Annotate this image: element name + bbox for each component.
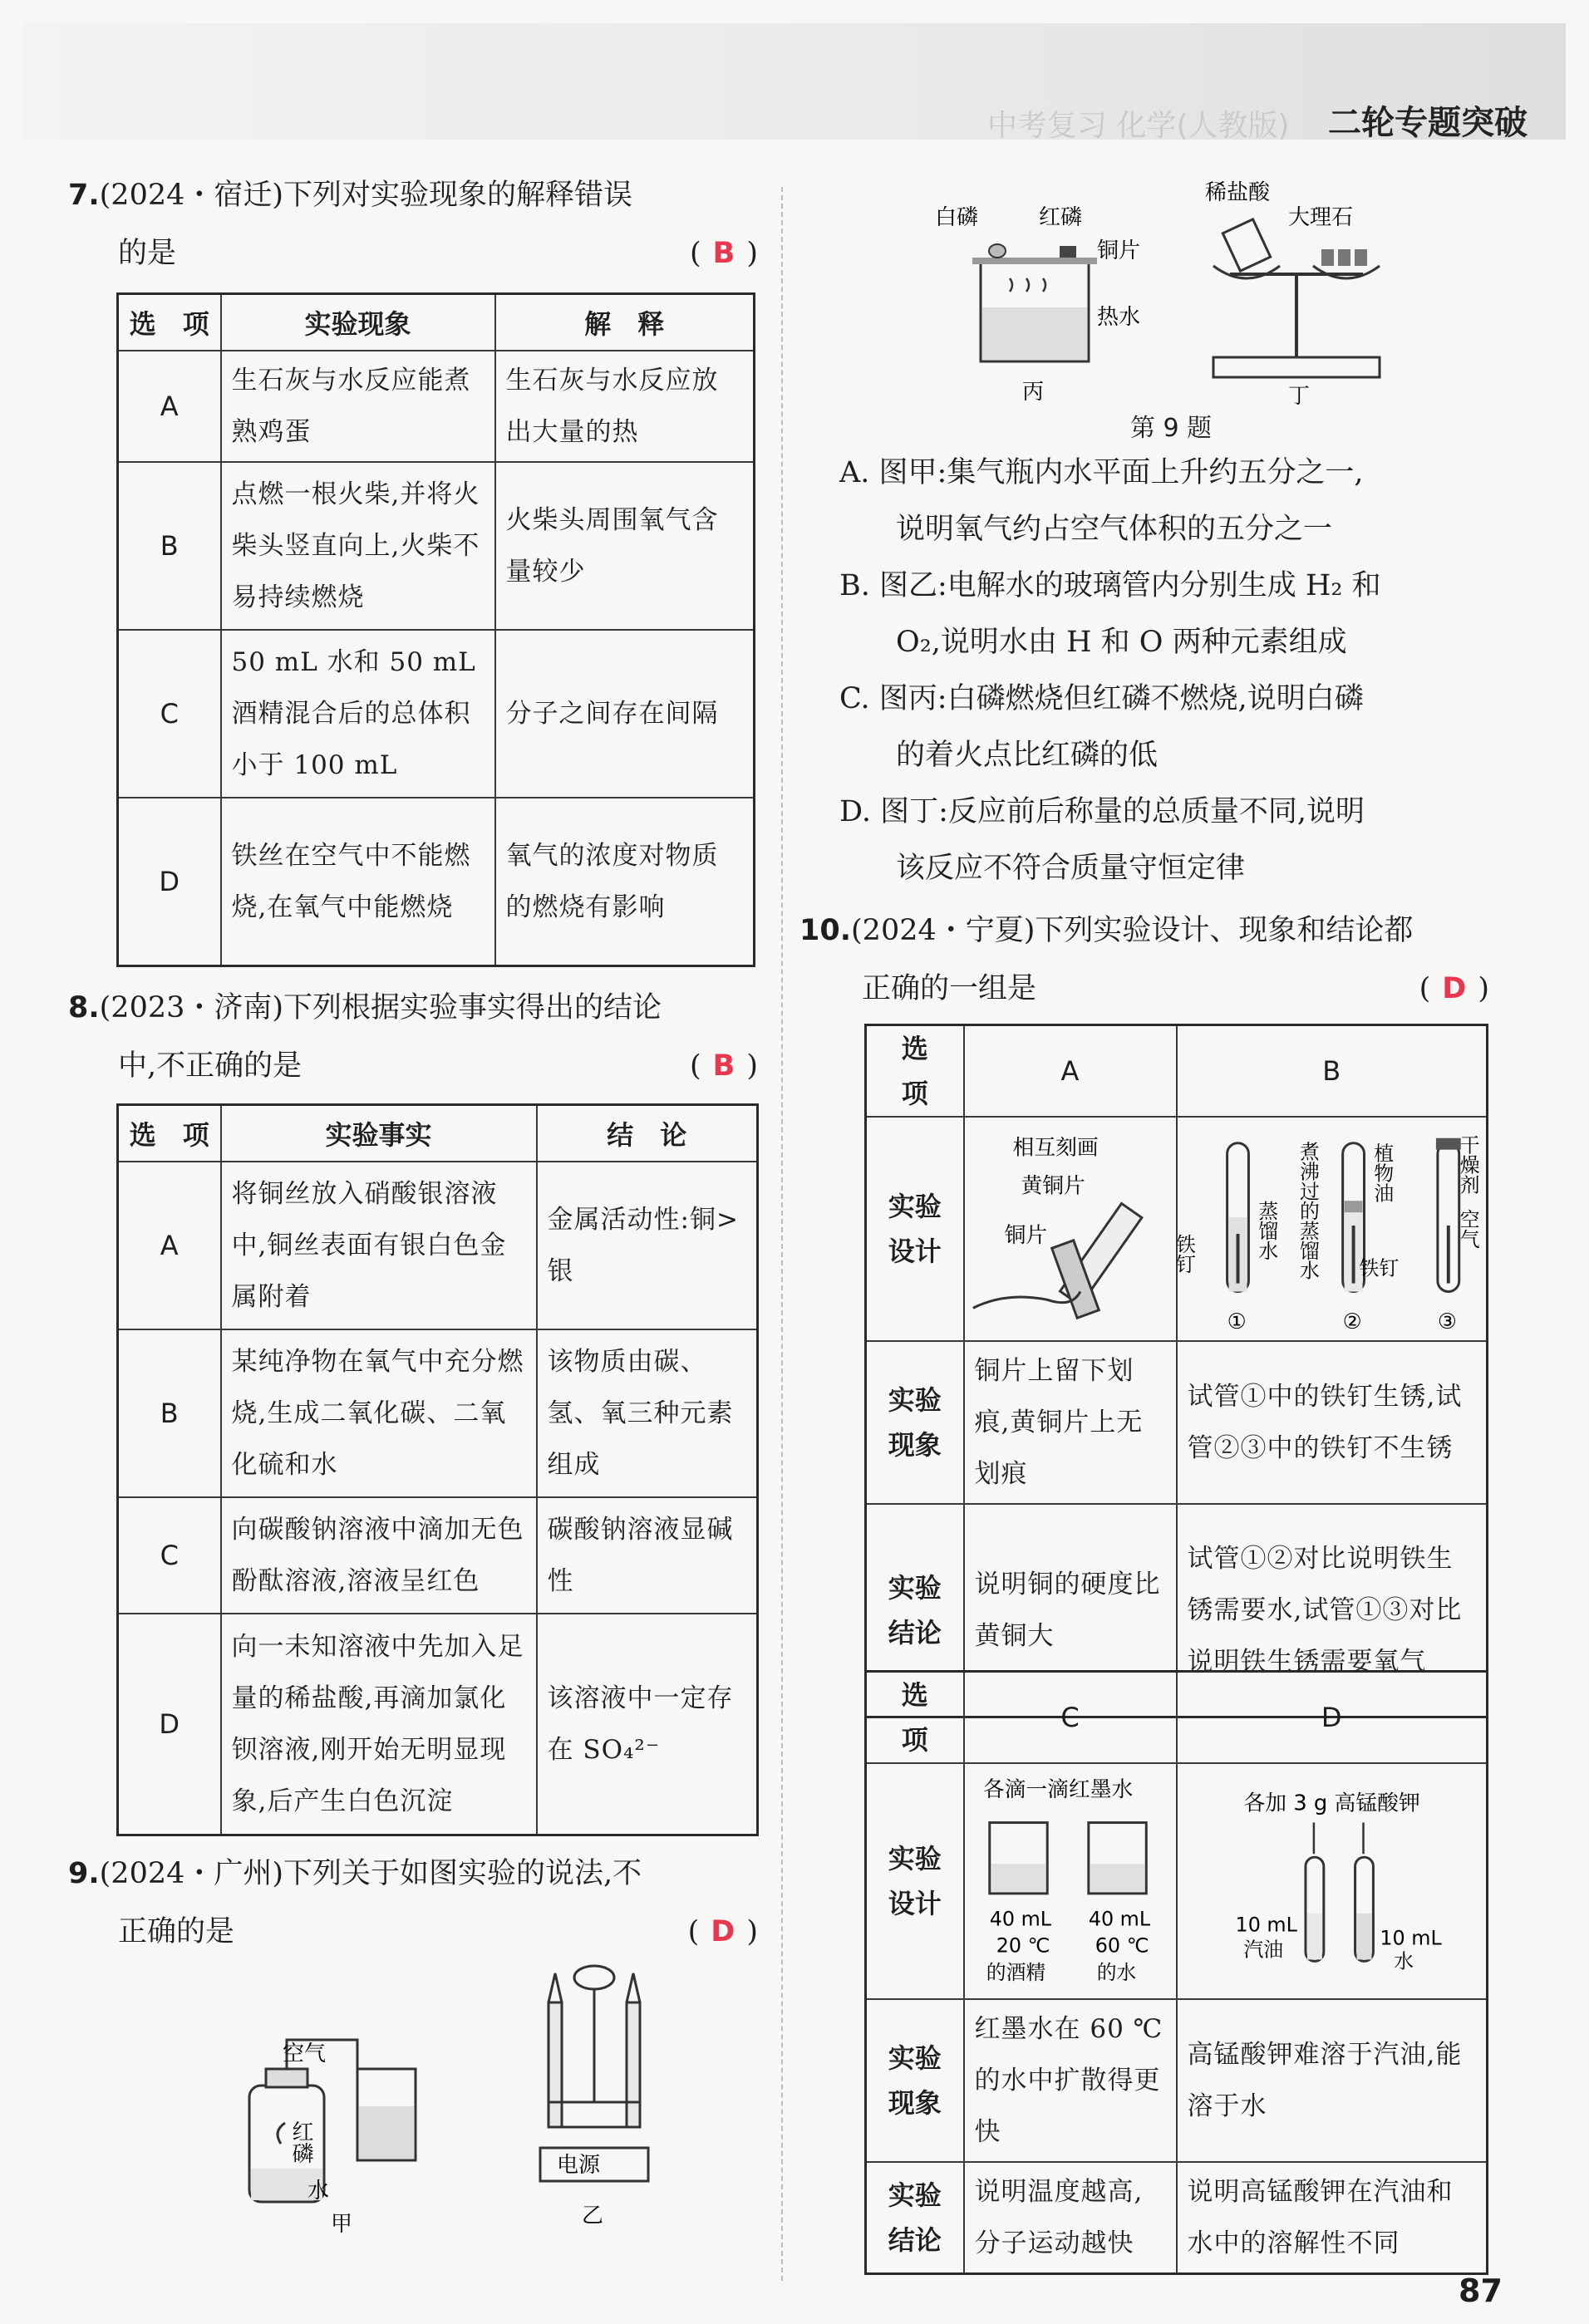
table-header: 选 项: [118, 1105, 221, 1162]
table-header: 实验事实: [221, 1105, 537, 1162]
svg-text:10 mL: 10 mL: [1235, 1913, 1297, 1937]
svg-text:各滴一滴红墨水: 各滴一滴红墨水: [982, 1776, 1133, 1802]
svg-text:植物油: 植物油: [1370, 1142, 1394, 1203]
question-text-line1: (2023・济南)下列根据实验事实得出的结论: [99, 991, 662, 1024]
svg-text:铜片: 铜片: [1004, 1222, 1047, 1248]
svg-text:的酒精: 的酒精: [986, 1961, 1045, 1985]
column-divider: [781, 187, 783, 2281]
svg-text:20 ℃: 20 ℃: [996, 1933, 1050, 1958]
answer-bracket: ( D ): [687, 1915, 758, 1948]
question-text-line2: 正确的是: [118, 1915, 235, 1948]
svg-text:煮沸过的蒸馏水: 煮沸过的蒸馏水: [1296, 1141, 1320, 1280]
svg-text:各加 3 g 高锰酸钾: 各加 3 g 高锰酸钾: [1242, 1791, 1420, 1816]
svg-text:10 mL: 10 mL: [1379, 1926, 1442, 1950]
label-white-phosphorus: 白磷: [935, 205, 979, 230]
table-row: C 50 mL 水和 50 mL 酒精混合后的总体积小于 100 mL 分子之间存在间隔: [118, 630, 755, 798]
answer-letter: D: [1442, 972, 1467, 1005]
question-text-line1: (2024・广州)下列关于如图实验的说法,不: [99, 1857, 642, 1890]
table-row: D 铁丝在空气中不能燃烧,在氧气中能燃烧 氧气的浓度对物质的燃烧有影响: [118, 798, 755, 965]
svg-text:40 mL: 40 mL: [1088, 1907, 1150, 1931]
question-number: 10.: [799, 914, 852, 947]
question-number: 8.: [68, 991, 100, 1024]
table-row: 实验现象 红墨水在 60 ℃ 的水中扩散得更快 高锰酸钾难溶于汽油,能溶于水: [866, 1999, 1488, 2162]
question-text-line2: 正确的一组是: [862, 972, 1037, 1005]
answer-bracket: ( B ): [690, 1049, 758, 1083]
question-number: 9.: [68, 1857, 100, 1890]
table-header: 结 论: [537, 1105, 758, 1162]
question-text-line1: (2024・宁夏)下列实验设计、现象和结论都: [851, 914, 1414, 947]
table-row: B 某纯净物在氧气中充分燃烧,生成二氧化碳、二氧化硫和水 该物质由碳、氢、氧三种元素组成: [118, 1329, 758, 1497]
header-section-title: 二轮专题突破: [1328, 104, 1528, 142]
option-a-line1: A. 图甲:集气瓶内水平面上升约五分之一,: [839, 456, 1364, 489]
label-hot-water: 热水: [1097, 305, 1141, 330]
svg-text:黄铜片: 黄铜片: [1020, 1173, 1085, 1199]
svg-text:空气: 空气: [1456, 1209, 1480, 1249]
table-row: C 向碳酸钠溶液中滴加无色酚酞溶液,溶液呈红色 碳酸钠溶液显碱性: [118, 1497, 758, 1614]
question-9: [68, 1845, 758, 1961]
svg-text:铁钉: 铁钉: [1359, 1256, 1399, 1280]
answer-bracket: ( D ): [1419, 972, 1489, 1005]
option-d-line1: D. 图丁:反应前后称量的总质量不同,说明: [839, 795, 1365, 828]
svg-text:①: ①: [1227, 1309, 1247, 1335]
q9-options: [839, 445, 1562, 897]
q7-table: [116, 292, 755, 967]
table-row: 实验结论 说明铜的硬度比黄铜大 试管①②对比说明铁生锈需要水,试管①③对比说明铁生锈需要氧气: [866, 1504, 1488, 1717]
answer-letter: D: [711, 1915, 735, 1948]
q10-table-cd: 选 项 C D 实验设计 各滴一滴红墨水 40 mL 20 ℃ 的酒精 40 mL 60 ℃ 的水 各加 3 g 高锰酸钾 10 mL 汽油 10 mL 水 实验现象 红墨水在 60 ℃ 的水中扩散得更快 高锰酸钾难溶于汽油,能溶于水 实验结论 说明温度越高,分子运动越快 说明高锰酸钾在汽油和水中的溶解性不同: [864, 1670, 1488, 2275]
svg-text:蒸馏水: 蒸馏水: [1254, 1201, 1278, 1260]
question-number: 7.: [68, 179, 100, 212]
svg-text:的水: 的水: [1096, 1961, 1136, 1985]
table-row: 实验现象 铜片上留下划痕,黄铜片上无划痕 试管①中的铁钉生锈,试管②③中的铁钉不生锈: [866, 1341, 1488, 1504]
answer-letter: B: [712, 1049, 735, 1083]
figure-iron-rust-tubes: [1172, 1118, 1487, 1340]
svg-text:60 ℃: 60 ℃: [1095, 1933, 1149, 1958]
question-text-line2: 中,不正确的是: [118, 1049, 303, 1083]
question-7: [68, 166, 758, 283]
option-a-line2: 说明氧气约占空气体积的五分之一: [896, 513, 1333, 546]
figure-bing: [931, 191, 1147, 415]
option-c-line2: 的着火点比红磷的低: [896, 739, 1159, 772]
table-row: A 生石灰与水反应能煮熟鸡蛋 生石灰与水反应放出大量的热: [118, 351, 755, 462]
question-text-line2: 的是: [118, 237, 177, 270]
q10-table-ab: 选 项 A B 实验设计 相互刻画 黄铜片 铜片 铁钉 蒸馏水 煮沸过的蒸馏水 植物油 铁钉 干燥剂 空气 ① ② ③ 实验现象 铜片上留下划痕,黄铜片上无划痕 试管①中的铁钉生锈,试管②③中的铁钉不生锈 实验结论 说明铜的硬度比黄铜大 试管①②对比说明铁生锈需要水,试管①③对比说明铁生锈需要氧气: [864, 1024, 1488, 1718]
option-c-line1: C. 图丙:白磷燃烧但红磷不燃烧,说明白磷: [839, 682, 1364, 715]
svg-text:40 mL: 40 mL: [989, 1907, 1051, 1931]
question-text-line1: (2024・宿迁)下列对实验现象的解释错误: [99, 179, 633, 212]
table-header: 实验现象: [221, 294, 495, 351]
table-row: B 点燃一根火柴,并将火柴头竖直向上,火柴不易持续燃烧 火柴头周围氧气含量较少: [118, 462, 755, 630]
answer-letter: B: [712, 237, 735, 270]
label-marble: 大理石: [1288, 205, 1354, 230]
table-row: 实验设计 相互刻画 黄铜片 铜片 铁钉 蒸馏水 煮沸过的蒸馏水 植物油 铁钉 干燥剂 空气 ① ② ③: [866, 1117, 1488, 1341]
option-b-line1: B. 图乙:电解水的玻璃管内分别生成 H₂ 和: [839, 569, 1381, 602]
table-row: A 将铜丝放入硝酸银溶液中,铜丝表面有银白色金属附着 金属活动性:铜>银: [118, 1162, 758, 1329]
header-book-title: 中考复习 化学(人教版): [987, 109, 1290, 143]
table-row: 实验设计 各滴一滴红墨水 40 mL 20 ℃ 的酒精 40 mL 60 ℃ 的水 各加 3 g 高锰酸钾 10 mL 汽油 10 mL 水: [866, 1763, 1488, 1999]
label-power-supply: 电源: [557, 2153, 601, 2178]
figure-ding: [1197, 174, 1421, 415]
svg-text:③: ③: [1437, 1309, 1457, 1335]
figure-yi: [515, 1953, 673, 2235]
figure-jia: [233, 2027, 449, 2235]
svg-text:汽油: 汽油: [1242, 1938, 1283, 1962]
figure-caption: 第 9 题: [1130, 414, 1213, 443]
label-copper-sheet: 铜片: [1097, 238, 1141, 263]
page-header: [23, 23, 1566, 143]
label-air: 空气: [283, 2041, 327, 2066]
label-red-phosphorus: 红磷: [1039, 205, 1083, 230]
svg-text:②: ②: [1342, 1309, 1362, 1335]
page-number: 87: [1459, 2272, 1503, 2309]
label-water: 水: [307, 2179, 330, 2204]
question-8: [68, 979, 758, 1095]
q8-table: [116, 1103, 759, 1836]
option-b-line2: O₂,说明水由 H 和 O 两种元素组成: [896, 626, 1347, 659]
figure-label-ding: 丁: [1288, 384, 1311, 409]
figure-red-ink-diffusion: [965, 1764, 1176, 1998]
figure-brass-copper: [965, 1118, 1176, 1340]
table-row: 实验结论 说明温度越高,分子运动越快 说明高锰酸钾在汽油和水中的溶解性不同: [866, 2162, 1488, 2273]
table-header: 选 项: [118, 294, 221, 351]
svg-text:水: 水: [1393, 1949, 1414, 1973]
figure-kmno4-solubility: [1178, 1764, 1487, 1998]
question-10: [799, 902, 1489, 1018]
figure-label-bing: 丙: [1022, 380, 1045, 405]
svg-text:铁钉: 铁钉: [1172, 1233, 1196, 1274]
figure-label-yi: 乙: [582, 2204, 604, 2228]
label-dilute-hcl: 稀盐酸: [1205, 180, 1271, 205]
table-row: D 向一未知溶液中先加入足量的稀盐酸,再滴加氯化钡溶液,刚开始无明显现象,后产生白色沉淀 该溶液中一定存在 SO₄²⁻: [118, 1614, 758, 1835]
figure-label-jia: 甲: [331, 2212, 353, 2237]
svg-text:相互刻画: 相互刻画: [1012, 1135, 1099, 1161]
label-red-phosphorus: 红磷: [288, 2120, 313, 2164]
option-d-line2: 该反应不符合质量守恒定律: [896, 852, 1246, 885]
svg-text:干燥剂: 干燥剂: [1456, 1134, 1480, 1195]
table-header: 解 释: [495, 294, 755, 351]
answer-bracket: ( B ): [690, 237, 758, 270]
